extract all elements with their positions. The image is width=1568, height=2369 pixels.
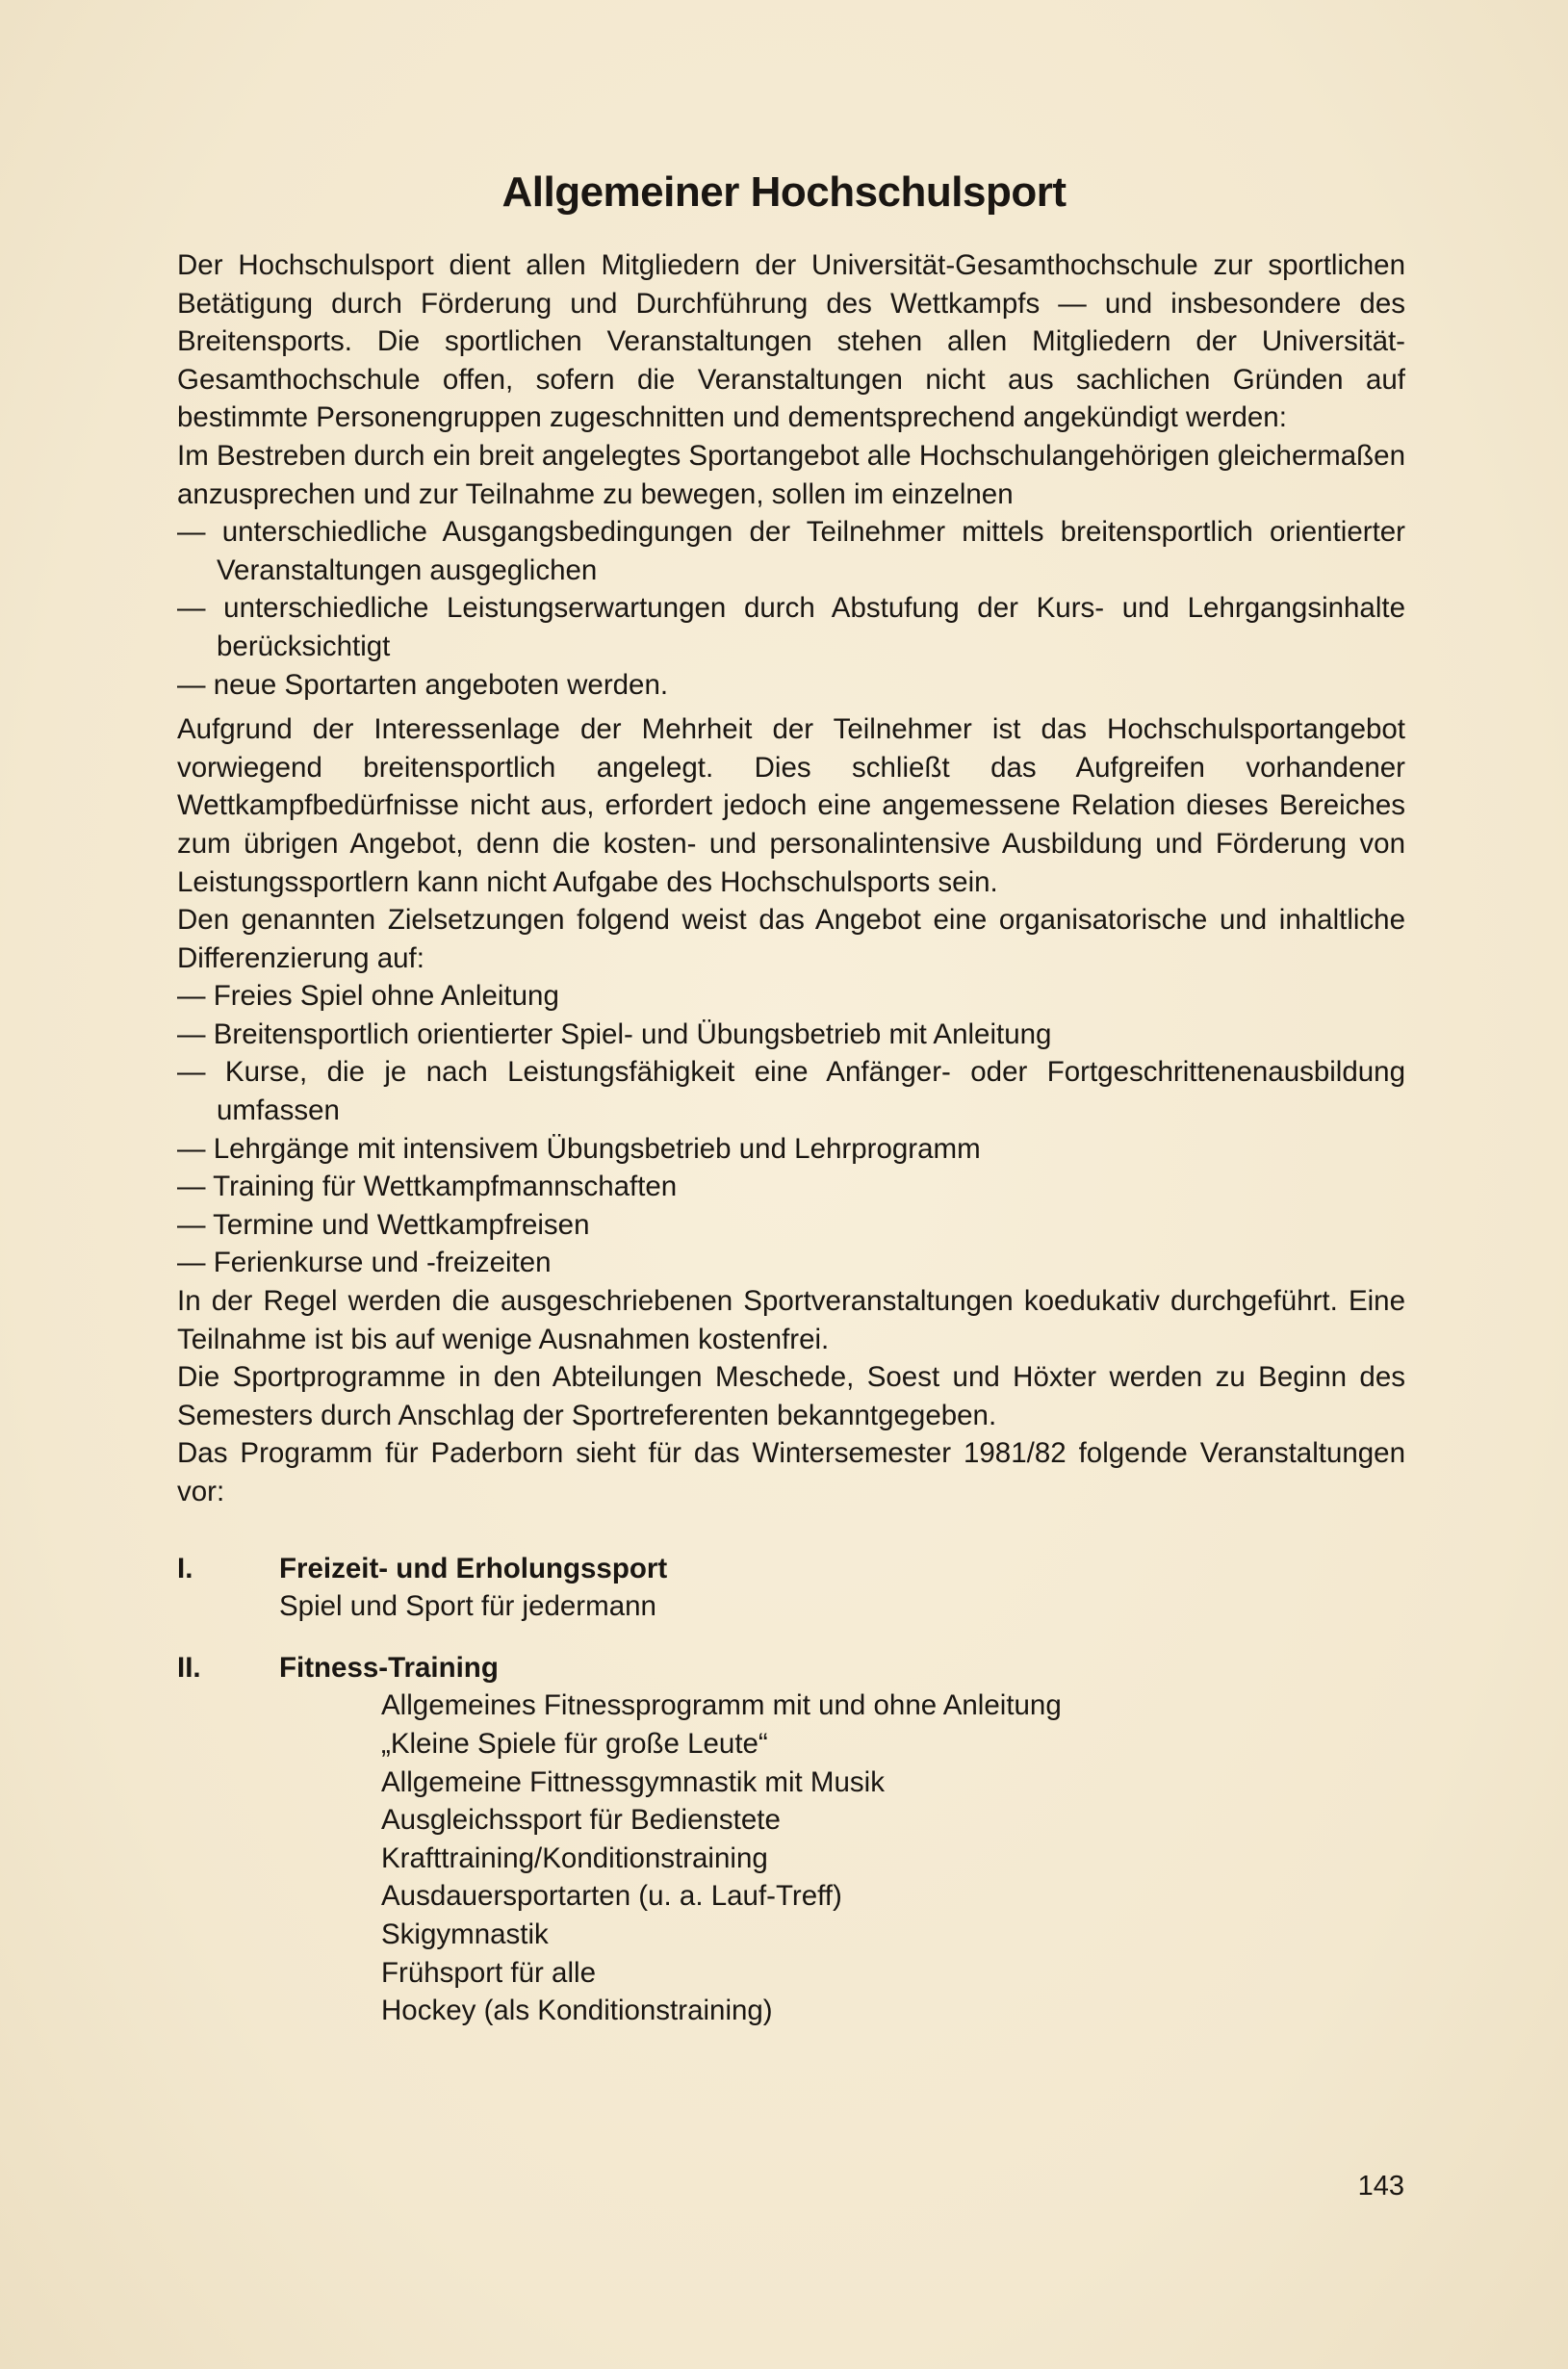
program-paragraph: Das Programm für Paderborn sieht für das Wintersemester 1981/82 folgende Veranstaltungen vor: [177,1437,1405,1507]
list-item: Skigymnastik [381,1918,549,1950]
offer-item: — Termine und Wettkampfreisen [177,1208,590,1241]
list-item: Krafttraining/Konditionstraining [381,1841,768,1874]
differentiation-lead: Den genannten Zielsetzungen folgend weist das Angebot eine organisatorische und inhaltliche Differenzierung auf: [177,904,1405,974]
section-1-sub: Spiel und Sport für jedermann [279,1590,656,1623]
aims-lead: Im Bestreben durch ein breit angelegtes Sportangebot alle Hochschulangehörigen gleichermaßen anzusprechen und zur Teilnahme zu bewegen, sollen im einzelnen [177,439,1405,510]
rule-paragraph: In der Regel werden die ausgeschriebenen Sportveranstaltungen koedukativ durchgeführt. Eine Teilnahme ist bis auf wenige Ausnahmen kostenfrei. [177,1285,1405,1355]
aim-item: — neue Sportarten angeboten werden. [177,668,669,701]
document-body [177,246,1405,2030]
list-item: Ausgleichssport für Bedienstete [381,1804,781,1837]
interest-paragraph: Aufgrund der Interessenlage der Mehrheit der Teilnehmer ist das Hochschulsportangebot vorwiegend breitensportlich angelegt. Dies schließt das Aufgreifen vorhandener Wettkampfbedürfnisse nicht aus, erfordert jedoch eine angemessene Relation dieses Bereiches zum übrigen Angebot, denn die kosten- und personalintensive Ausbildung und Förderung von Leistungssportlern kann nicht Aufgabe des Hochschulsports sein. [177,713,1405,898]
aim-item: — unterschiedliche Ausgangsbedingungen der Teilnehmer mittels breitensportlich orientierter Veranstaltungen ausgeglichen [177,516,1405,586]
intro-paragraph: Der Hochschulsport dient allen Mitgliedern der Universität-Gesamthochschule zur sportlichen Betätigung durch Förderung und Durchführung des Wettkampfs — und insbesondere des Breitensports. Die sportlichen Veranstaltungen stehen allen Mitgliedern der Universität-Gesamthochschule offen, sofern die Veranstaltungen nicht aus sachlichen Gründen auf bestimmte Personengruppen zugeschnitten und dementsprechend angekündigt werden: [177,249,1405,434]
fitness-list [177,1687,1405,2029]
list-item: Ausdauersportarten (u. a. Lauf-Treff) [381,1880,842,1913]
page-title: Allgemeiner Hochschulsport [501,168,1067,216]
section-number: I. [177,1552,193,1584]
page-number: 143 [1357,2171,1404,2202]
branches-paragraph: Die Sportprogramme in den Abteilungen Meschede, Soest und Höxter werden zu Beginn des Semesters durch Anschlag der Sportreferenten bekanntgegeben. [177,1361,1405,1431]
offer-item: — Ferienkurse und -freizeiten [177,1247,552,1279]
list-item: „Kleine Spiele für große Leute“ [381,1727,768,1760]
offer-item: — Freies Spiel ohne Anleitung [177,980,559,1013]
aim-item: — unterschiedliche Leistungserwartungen durch Abstufung der Kurs- und Lehrgangsinhalte berücksichtigt [177,592,1405,662]
section-heading: Freizeit- und Erholungssport [279,1552,668,1584]
list-item: Allgemeines Fitnessprogramm mit und ohne Anleitung [381,1689,1062,1722]
list-item: Hockey (als Konditionstraining) [381,1995,773,2027]
offer-item: — Lehrgänge mit intensivem Übungsbetrieb und Lehrprogramm [177,1132,981,1165]
offer-item: — Training für Wettkampfmannschaften [177,1171,678,1203]
section-heading: Fitness-Training [279,1651,499,1684]
offer-item: — Kurse, die je nach Leistungsfähigkeit eine Anfänger- oder Fortgeschrittenenausbildung umfassen [177,1056,1405,1127]
section-1 [177,1550,1405,1588]
offer-item: — Breitensportlich orientierter Spiel- und Übungsbetrieb mit Anleitung [177,1017,1052,1050]
section-number: II. [177,1651,201,1684]
list-item: Frühsport für alle [381,1956,596,1989]
section-2 [177,1649,1405,1687]
list-item: Allgemeine Fittnessgymnastik mit Musik [381,1765,885,1798]
